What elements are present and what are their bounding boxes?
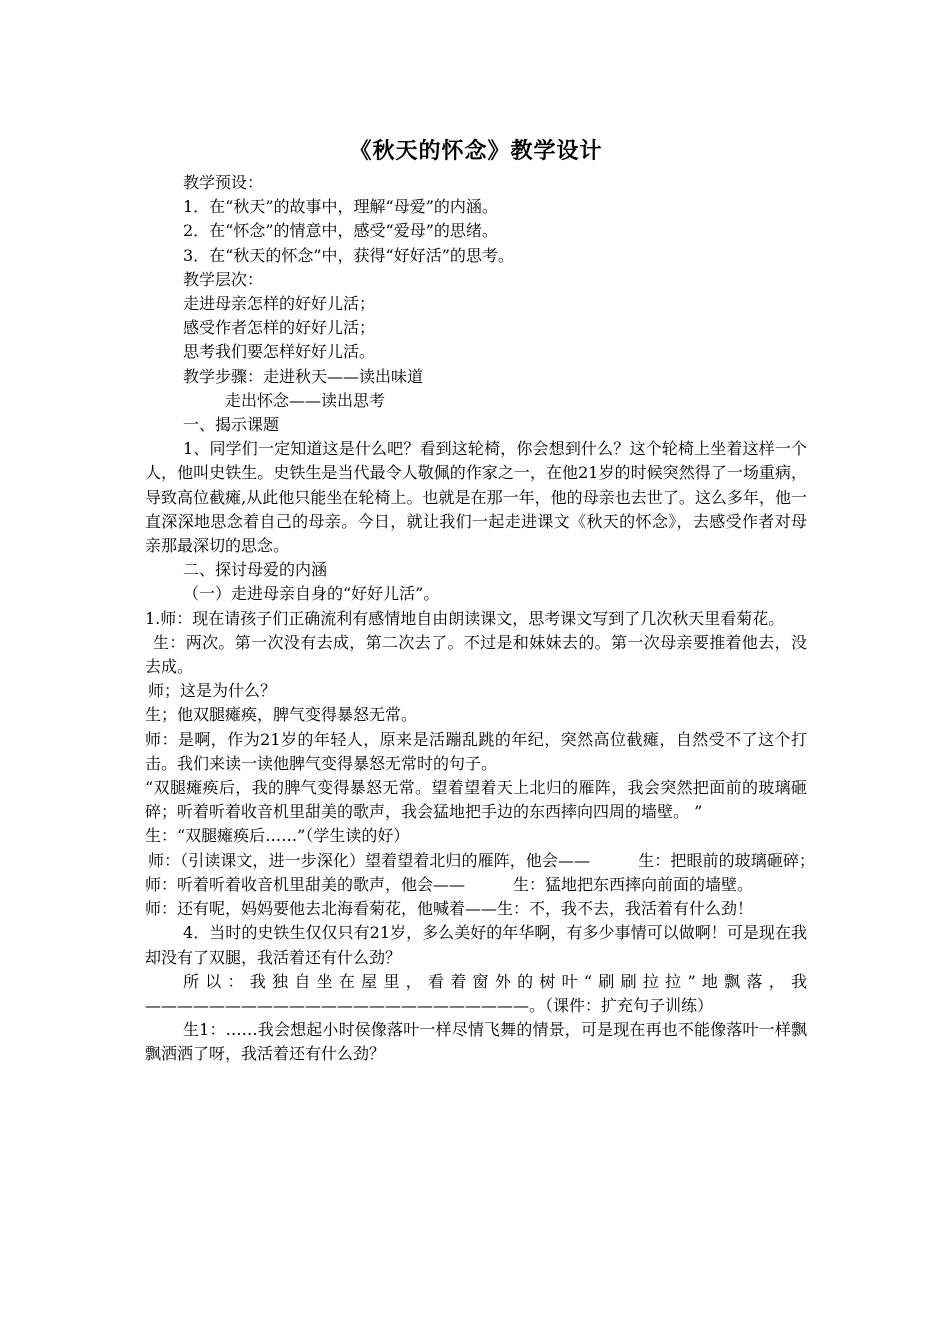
paragraph: 师；这是为什么？ (148, 681, 277, 701)
paragraph: 2．在“怀念”的情意中，感受“爱母”的思绪。 (183, 221, 498, 241)
document-title: 《秋天的怀念》教学设计 (349, 138, 603, 164)
paragraph: 师：（引读课文，进一步深化）望着望着北归的雁阵，他会—— 生：把眼前的玻璃砸碎； 师：听着听着收音机里甜美的歌声，他会—— 生：猛地把东西摔向前面的墙壁。 (145, 850, 856, 894)
paragraph: 教学预设： (183, 173, 264, 192)
document-body (145, 171, 856, 1067)
paragraph: 4．当时的史铁生仅仅只有21岁，多么美好的年华啊，有多少事情可以做啊！可是现在我却没有了双腿，我活着还有什么劲？ (145, 923, 807, 967)
section-heading: 二、探讨母爱的内涵 (183, 560, 328, 580)
paragraph: 生：“双腿瘫痪后……”（学生读的好） (145, 826, 410, 846)
paragraph: 生：两次。第一次没有去成，第二次去了。不过是和妹妹去的。第一次母亲要推着他去，没去成。 (145, 632, 807, 677)
paragraph: 感受作者怎样的好好儿活； (183, 318, 376, 338)
paragraph: 师：是啊，作为21岁的年轻人，原来是活蹦乱跳的年纪，突然高位截瘫，自然受不了这个打击。我们来读一读他脾气变得暴怒无常时的句子。 (145, 729, 807, 773)
paragraph: 师：还有呢，妈妈要他去北海看菊花，他喊着——生：不，我不去，我活着有什么劲！ (145, 899, 754, 919)
document-page (145, 135, 856, 1067)
subsection-heading: （一）走进母亲自身的“好好儿活”。 (183, 584, 440, 604)
paragraph: 所以：我独自坐在屋里，看着窗外的树叶“刷刷拉拉”地飘落，我————————————————————————。（课件：扩充句子训练） (145, 971, 807, 1015)
quote-paragraph: “双腿瘫痪后，我的脾气变得暴怒无常。望着望着天上北归的雁阵，我会突然把面前的玻璃砸碎；听着听着收音机里甜美的歌声，我会猛地把手边的东西摔向四周的墙壁。 ” (145, 778, 807, 822)
paragraph: 3．在“秋天的怀念”中，获得“好好活”的思考。 (183, 245, 514, 265)
paragraph: 1．在“秋天”的故事中，理解“母爱”的内涵。 (183, 197, 498, 217)
section-heading: 一、揭示课题 (183, 415, 280, 435)
paragraph: 走进母亲怎样的好好儿活； (183, 294, 376, 314)
paragraph: 教学步骤：走进秋天——读出味道 (183, 366, 424, 386)
paragraph: 1.师：现在请孩子们正确流利有感情地自由朗读课文，思考课文写到了几次秋天里看菊花。 (145, 608, 785, 628)
paragraph: 生1：……我会想起小时侯像落叶一样尽情飞舞的情景，可是现在再也不能像落叶一样飘飘洒洒了呀，我活着还有什么劲？ (145, 1020, 807, 1064)
paragraph: 教学层次： (183, 269, 264, 289)
paragraph: 走出怀念——读出思考 (225, 390, 386, 410)
paragraph: 思考我们要怎样好好儿活。 (183, 342, 376, 362)
paragraph: 生；他双腿瘫痪，脾气变得暴怒无常。 (145, 705, 418, 725)
paragraph: 1、同学们一定知道这是什么吧？看到这轮椅，你会想到什么？这个轮椅上坐着这样一个人，他叫史铁生。史铁生是当代最令人敬佩的作家之一，在他21岁的时候突然得了一场重病，导致高位截瘫,从此他只能坐在轮椅上。也就是在那一年，他的母亲也去世了。这么多年，他一直深深地思念着自己的母亲。今日，就让我们一起走进课文《秋天的怀念》，去感受作者对母亲那最深切的思念。 (145, 439, 807, 556)
